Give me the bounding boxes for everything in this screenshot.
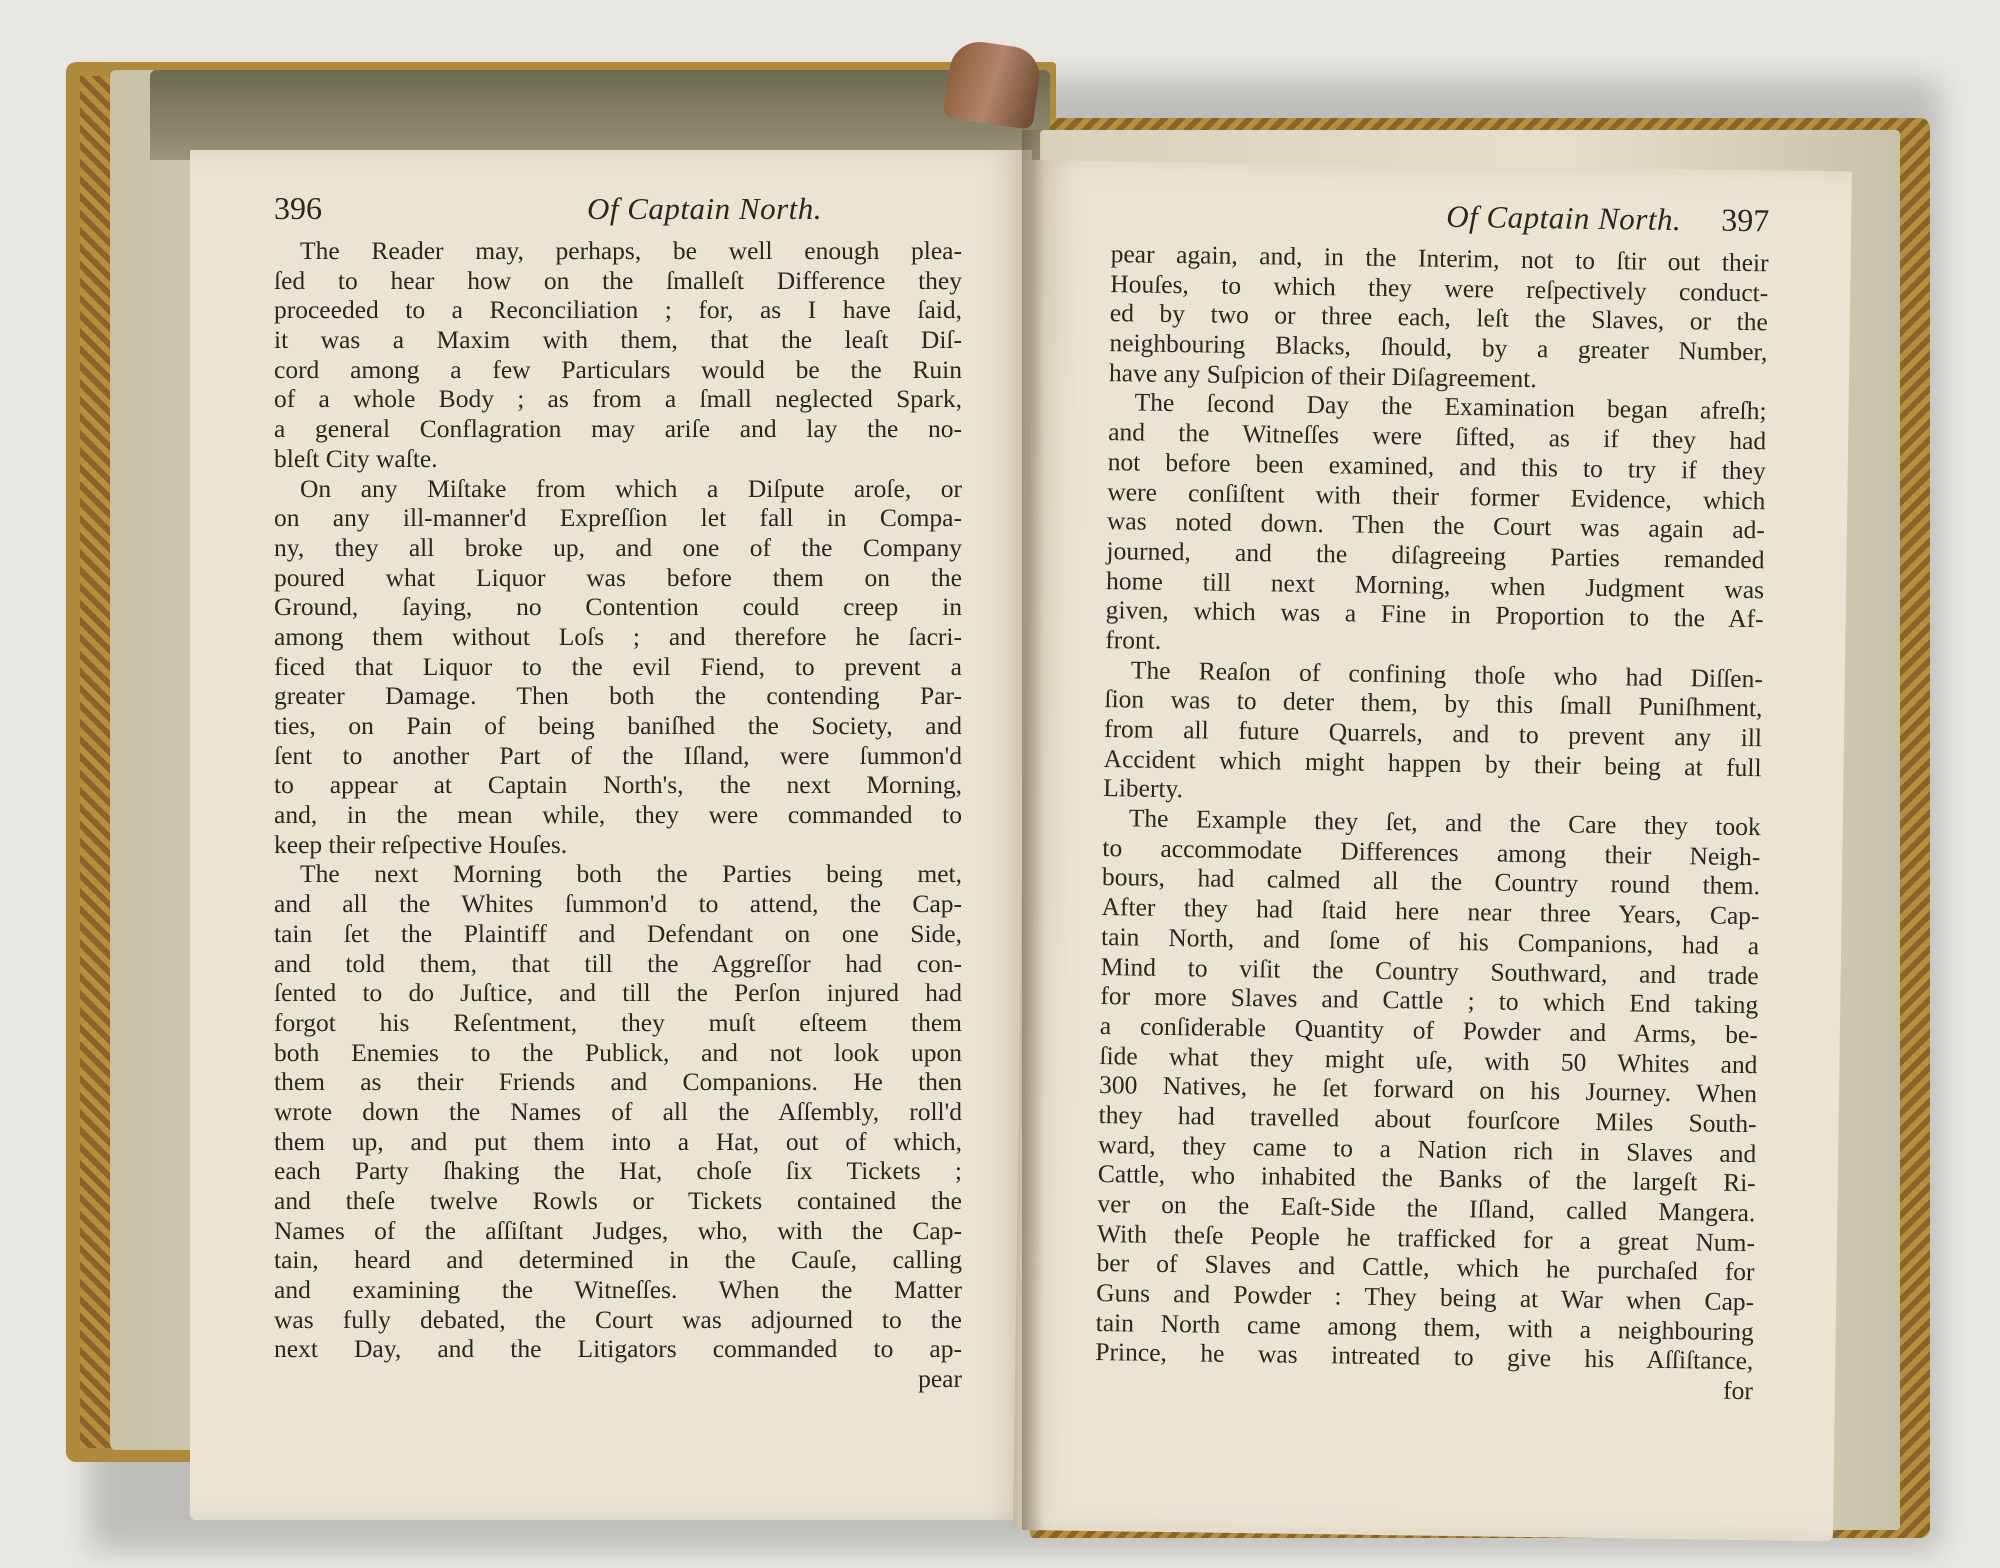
text-line: bours, had calmed all the Country round them. — [1101, 862, 1761, 901]
left-running-head: Of Captain North. — [586, 191, 822, 226]
text-line: The Reader may, perhaps, be well enough plea- — [300, 236, 962, 265]
bookmark-ribbon — [943, 38, 1043, 130]
text-line: given, which was a Fine in Proportion to the Af- — [1105, 595, 1764, 634]
text-line: have any Suſpicion of their Diſagreement. — [1108, 357, 1537, 393]
text-line: cord among a few Particulars would be the Ruin — [274, 354, 962, 384]
text-line: both Enemies to the Publick, and not look upon — [274, 1037, 962, 1067]
text-line: for more Slaves and Cattle ; to which End taking — [1100, 981, 1759, 1020]
text-line: ver on the Eaſt-Side the Iſland, called Mangera. — [1097, 1189, 1756, 1228]
right-page-header — [1111, 193, 1770, 246]
text-line: ed by two or three each, leſt the Slaves, or the — [1109, 298, 1769, 337]
text-line: poured what Liquor was before them on the — [274, 562, 962, 592]
left-page-text — [274, 236, 962, 1394]
text-line: journed, and the diſagreeing Parties remanded — [1106, 535, 1765, 575]
text-line: Ground, ſaying, no Contention could creep in — [274, 592, 962, 622]
text-line: was fully debated, the Court was adjourned to the — [274, 1304, 962, 1334]
text-line: neighbouring Blacks, ſhould, by a greater Number, — [1109, 328, 1768, 367]
right-running-head: Of Captain North. — [1445, 198, 1682, 238]
text-line: tain, heard and determined in the Cauſe, calling — [274, 1245, 962, 1275]
text-line: Liberty. — [1103, 773, 1184, 804]
text-line: ſed to hear how on the ſmalleſt Difference they — [274, 265, 962, 295]
text-line: them as their Friends and Companions. He then — [274, 1067, 962, 1097]
text-line: keep their reſpective Houſes. — [274, 829, 568, 859]
text-line: from all future Quarrels, and to prevent any ill — [1103, 714, 1763, 753]
left-page-header — [274, 190, 962, 234]
text-line: Prince, he was intreated to give his Aſſiſtance, — [1095, 1337, 1754, 1376]
text-line: ties, on Pain of being baniſhed the Society, and — [274, 711, 962, 740]
text-line: and theſe twelve Rowls or Tickets contained the — [274, 1186, 962, 1215]
text-line: ficed that Liquor to the evil Fiend, to prevent a — [274, 651, 962, 681]
text-line: and told them, that till the Aggreſſor had con- — [274, 948, 962, 978]
text-line: each Party ſhaking the Hat, choſe ſix Tickets ; — [274, 1156, 962, 1186]
right-page — [1013, 160, 1852, 1541]
text-line: The next Morning both the Parties being met, — [300, 859, 962, 889]
text-line: and the Witneſſes were ſifted, as if they had — [1108, 417, 1767, 456]
text-line: tain ſet the Plaintiff and Defendant on one Side, — [274, 918, 962, 948]
text-line: and, in the mean while, they were commanded to — [274, 800, 962, 830]
text-line: them up, and put them into a Hat, out of which, — [274, 1126, 962, 1156]
text-line: tain North, and ſome of his Companions, had a — [1100, 921, 1760, 961]
text-line: to accommodate Differences among their Neigh- — [1102, 832, 1761, 871]
text-line: they had travelled about fourſcore Miles South- — [1098, 1099, 1757, 1139]
text-line: ſent to another Part of the Iſland, were ſummon'd — [274, 740, 962, 770]
text-line: a conſiderable Quantity of Powder and Arms, be- — [1099, 1010, 1759, 1050]
book-gutter — [1022, 130, 1044, 1530]
text-line: tain North came among them, with a neighbouring — [1095, 1307, 1754, 1346]
text-line: were conſiſtent with their former Evidence, which — [1107, 476, 1766, 515]
text-line: pear again, and, in the Interim, not to ſtir out their — [1110, 239, 1769, 278]
text-line: proceeded to a Reconciliation ; for, as I have ſaid, — [274, 295, 962, 325]
text-line: home till next Morning, when Judgment was — [1105, 565, 1765, 604]
text-line: After they had ſtaid here near three Years, Cap- — [1101, 892, 1760, 931]
text-line: The Example they ſet, and the Care they took — [1128, 803, 1761, 842]
text-line: Cattle, who inhabited the Banks of the largeſt Ri- — [1097, 1159, 1756, 1198]
text-line: With theſe People he trafficked for a great Num- — [1096, 1218, 1756, 1257]
text-line: ſide what they might uſe, with 50 Whites and — [1099, 1040, 1758, 1079]
text-line: Mind to viſit the Country Southward, and trade — [1100, 951, 1759, 990]
text-line: for — [1722, 1375, 1754, 1406]
text-line: it was a Maxim with them, that the leaſt Diſ- — [274, 325, 962, 355]
text-line: among them without Loſs ; and therefore he ſacri- — [274, 621, 962, 651]
text-line: to appear at Captain North's, the next Morning, — [274, 770, 962, 800]
text-line: wrote down the Names of all the Aſſembly, roll'd — [274, 1096, 962, 1126]
text-line: a general Conflagration may ariſe and lay the no- — [274, 414, 962, 444]
text-line: Accident which might happen by their being at full — [1103, 743, 1762, 782]
text-line: On any Miſtake from which a Diſpute aroſe, or — [300, 473, 962, 503]
text-line: forgot his Reſentment, they muſt eſteem them — [274, 1007, 962, 1037]
right-page-number: 397 — [1720, 201, 1770, 239]
text-line: Guns and Powder : They being at War when Cap- — [1095, 1278, 1755, 1317]
text-line: ny, they all broke up, and one of the Company — [274, 532, 962, 562]
text-line: greater Damage. Then both the contending Par- — [274, 681, 962, 711]
text-line: pear — [918, 1364, 962, 1394]
text-line: not before been examined, and this to try if they — [1107, 446, 1766, 486]
text-line: and examining the Witneſſes. When the Matter — [274, 1275, 962, 1305]
text-line: ſented to do Juſtice, and till the Perſon injured had — [274, 978, 962, 1008]
text-line: 300 Natives, he ſet forward on his Journey. When — [1098, 1070, 1758, 1109]
text-line: bleſt City waſte. — [274, 443, 438, 473]
text-line: The ſecond Day the Examination began afreſh; — [1134, 387, 1767, 426]
text-line: Names of the aſſiſtant Judges, who, with the Cap- — [274, 1215, 962, 1245]
text-line: on any ill-manner'd Expreſſion let fall in Compa- — [274, 503, 962, 533]
right-page-text — [1095, 239, 1769, 1406]
text-line: was noted down. Then the Court was again ad- — [1106, 506, 1766, 545]
text-line: ber of Slaves and Cattle, which he purchaſed for — [1096, 1248, 1755, 1287]
text-line: and all the Whites ſummon'd to attend, the Cap- — [274, 889, 962, 919]
text-line: Houſes, to which they were reſpectively conduct- — [1110, 268, 1769, 307]
left-page-number: 396 — [274, 190, 322, 226]
text-line: The Reaſon of confining thoſe who had Diſſen- — [1130, 655, 1764, 693]
text-line: front. — [1105, 625, 1162, 655]
left-page — [190, 150, 1032, 1520]
text-line: of a whole Body ; as from a ſmall neglected Spark, — [274, 384, 962, 414]
text-line: next Day, and the Litigators commanded to ap- — [274, 1334, 962, 1364]
text-line: ſion was to deter them, by this ſmall Puniſhment, — [1104, 684, 1763, 723]
text-line: ward, they came to a Nation rich in Slaves and — [1098, 1129, 1757, 1168]
